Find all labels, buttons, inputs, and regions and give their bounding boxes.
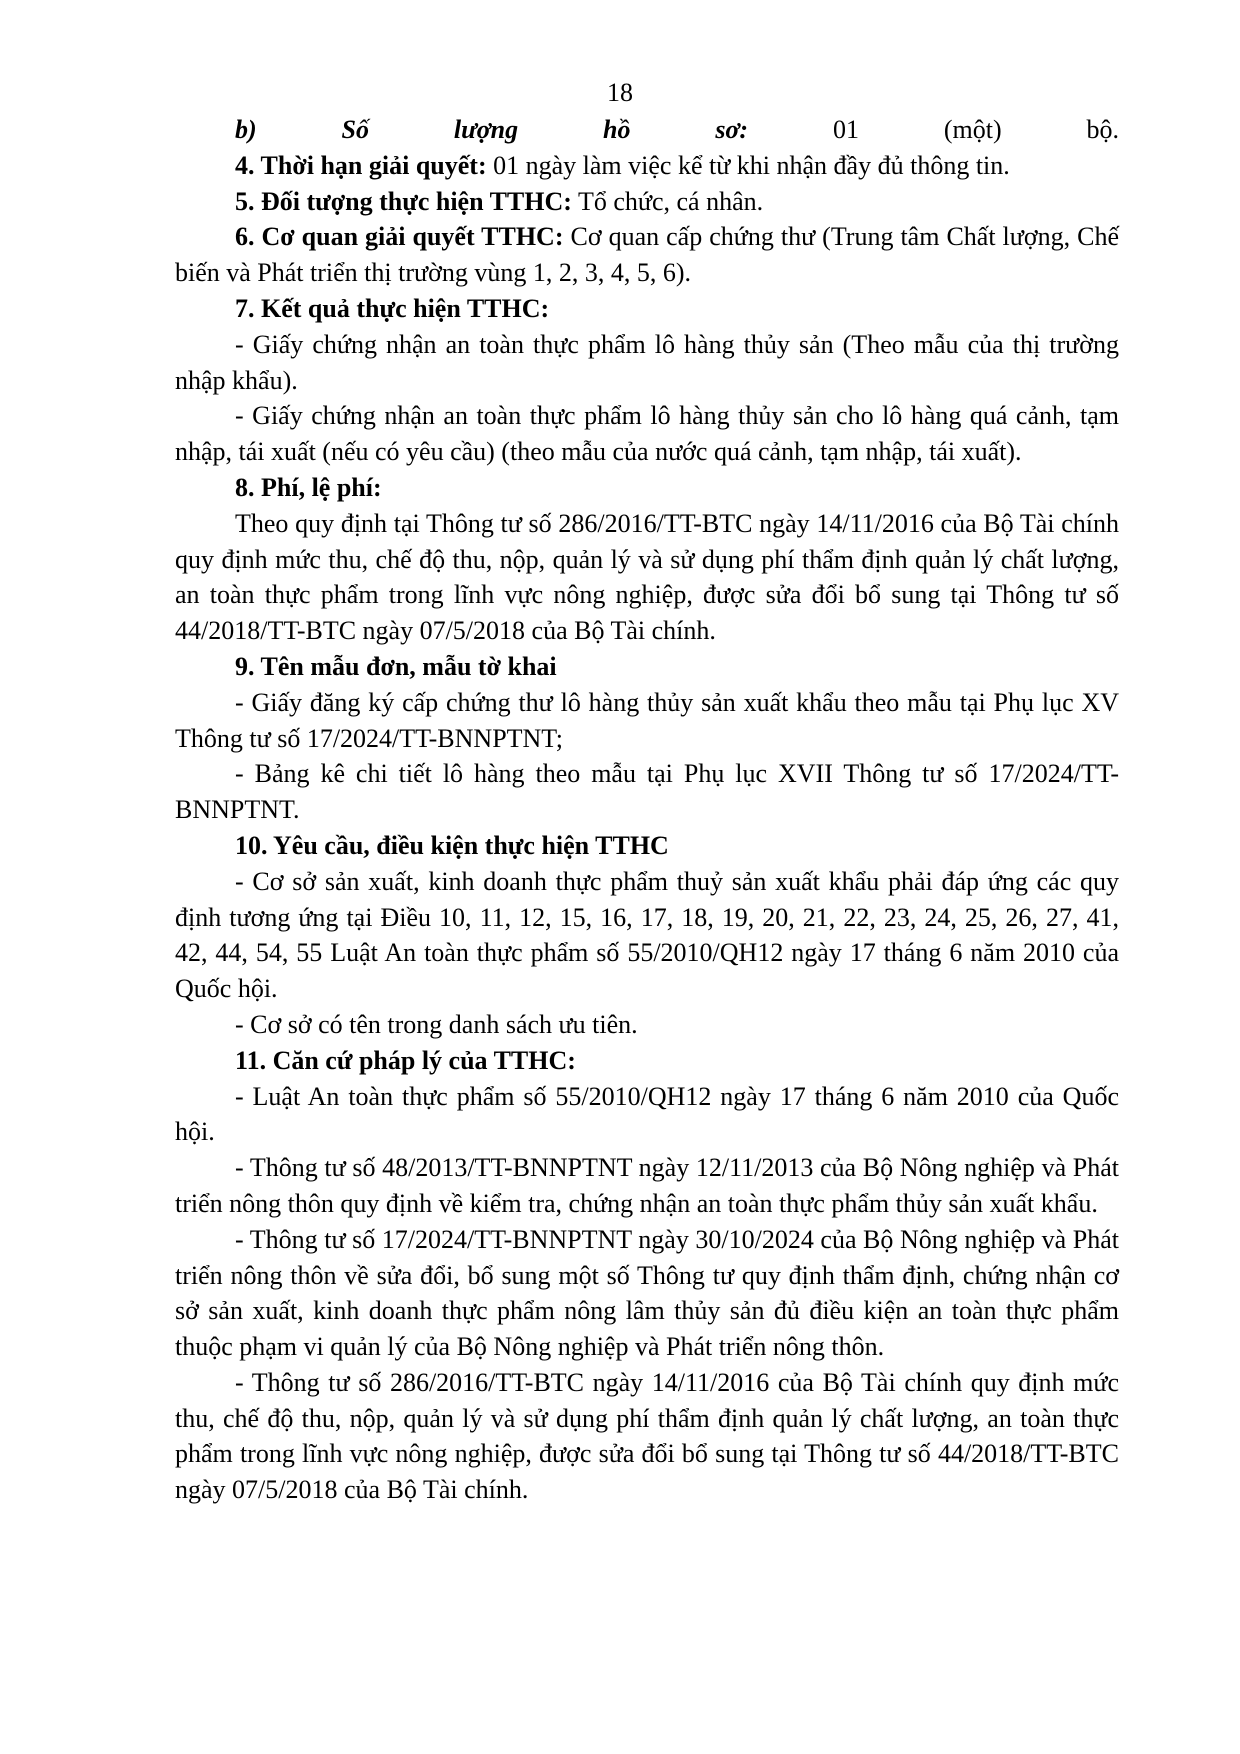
sec9-item-2: - Bảng kê chi tiết lô hàng theo mẫu tại Phụ lục XVII Thông tư số 17/2024/TT-BNNPTNT. <box>175 759 1119 825</box>
sec10-item-1: - Cơ sở sản xuất, kinh doanh thực phẩm thuỷ sản xuất khẩu phải đáp ứng các quy định tương ứng tại Điều 10, 11, 12, 15, 16, 17, 18, 19, 20, 21, 22, 23, 24, 25, 26, 27, 41, 42, 44, 54, 55 Luật An toàn thực phẩm số 55/2010/QH12 ngày 17 tháng 6 năm 2010 của Quốc hội. <box>175 866 1119 1004</box>
sec5-heading: 5. Đối tượng thực hiện TTHC: <box>235 186 572 216</box>
page-number: 18 <box>607 78 633 107</box>
sec6-text: Cơ quan cấp chứng thư (Trung tâm Chất lượng, Chế biến và Phát triển thị trường vùng 1, 2, 3, 4, 5, 6). <box>175 222 1119 288</box>
sec7-item-1: - Giấy chứng nhận an toàn thực phẩm lô hàng thủy sản (Theo mẫu của thị trường nhập khẩu). <box>175 329 1119 395</box>
sec8-text: Theo quy định tại Thông tư số 286/2016/TT-BTC ngày 14/11/2016 của Bộ Tài chính quy định mức thu, chế độ thu, nộp, quản lý và sử dụng phí thẩm định quản lý chất lượng, an toàn thực phẩm trong lĩnh vực nông nghiệp, được sửa đổi bổ sung tại Thông tư số 44/2018/TT-BTC ngày 07/5/2018 của Bộ Tài chính. <box>175 508 1119 646</box>
sec9-item-1: - Giấy đăng ký cấp chứng thư lô hàng thủy sản xuất khẩu theo mẫu tại Phụ lục XV Thông tư số 17/2024/TT-BNNPTNT; <box>175 687 1119 753</box>
sec-b-label: b) Số lượng hồ sơ: <box>235 115 749 144</box>
sec5-text: Tổ chức, cá nhân. <box>571 186 764 216</box>
sec11-item-2: - Thông tư số 48/2013/TT-BNNPTNT ngày 12/11/2013 của Bộ Nông nghiệp và Phát triển nông thôn quy định về kiểm tra, chứng nhận an toàn thực phẩm thủy sản xuất khẩu. <box>175 1153 1119 1218</box>
sec7-item-2: - Giấy chứng nhận an toàn thực phẩm lô hàng thủy sản cho lô hàng quá cảnh, tạm nhập, tái xuất (nếu có yêu cầu) (theo mẫu của nước quá cảnh, tạm nhập, tái xuất). <box>175 401 1119 467</box>
sec7-heading: 7. Kết quả thực hiện TTHC: <box>235 293 550 323</box>
sec4-line <box>175 148 1119 184</box>
sec4-text: 01 ngày làm việc kể từ khi nhận đầy đủ thông tin. <box>486 150 1010 180</box>
sec-b-line <box>175 112 1119 148</box>
sec8-heading: 8. Phí, lệ phí: <box>235 472 382 502</box>
sec6-heading: 6. Cơ quan giải quyết TTHC: <box>235 222 564 252</box>
document-body <box>175 112 1119 1508</box>
sec4-heading: 4. Thời hạn giải quyết: <box>235 150 487 180</box>
sec-b-text: 01 (một) bộ. <box>748 115 1120 144</box>
sec11-heading: 11. Căn cứ pháp lý của TTHC: <box>235 1045 576 1075</box>
sec10-item-2: - Cơ sở có tên trong danh sách ưu tiên. <box>235 1009 638 1039</box>
sec6-paragraph <box>175 219 1119 291</box>
sec5-line <box>175 184 1119 220</box>
sec11-item-3: - Thông tư số 17/2024/TT-BNNPTNT ngày 30/10/2024 của Bộ Nông nghiệp và Phát triển nông thôn về sửa đổi, bổ sung một số Thông tư quy định thẩm định, chứng nhận cơ sở sản xuất, kinh doanh thực phẩm nông lâm thủy sản đủ điều kiện an toàn thực phẩm thuộc phạm vi quản lý của Bộ Nông nghiệp và Phát triển nông thôn. <box>175 1224 1119 1362</box>
sec9-heading: 9. Tên mẫu đơn, mẫu tờ khai <box>235 651 557 681</box>
sec10-heading: 10. Yêu cầu, điều kiện thực hiện TTHC <box>235 830 669 860</box>
sec11-item-4: - Thông tư số 286/2016/TT-BTC ngày 14/11/2016 của Bộ Tài chính quy định mức thu, chế độ thu, nộp, quản lý và sử dụng phí thẩm định quản lý chất lượng, an toàn thực phẩm trong lĩnh vực nông nghiệp, được sửa đổi bổ sung tại Thông tư số 44/2018/TT-BTC ngày 07/5/2018 của Bộ Tài chính. <box>175 1367 1119 1505</box>
sec11-item-1: - Luật An toàn thực phẩm số 55/2010/QH12 ngày 17 tháng 6 năm 2010 của Quốc hội. <box>175 1081 1119 1147</box>
